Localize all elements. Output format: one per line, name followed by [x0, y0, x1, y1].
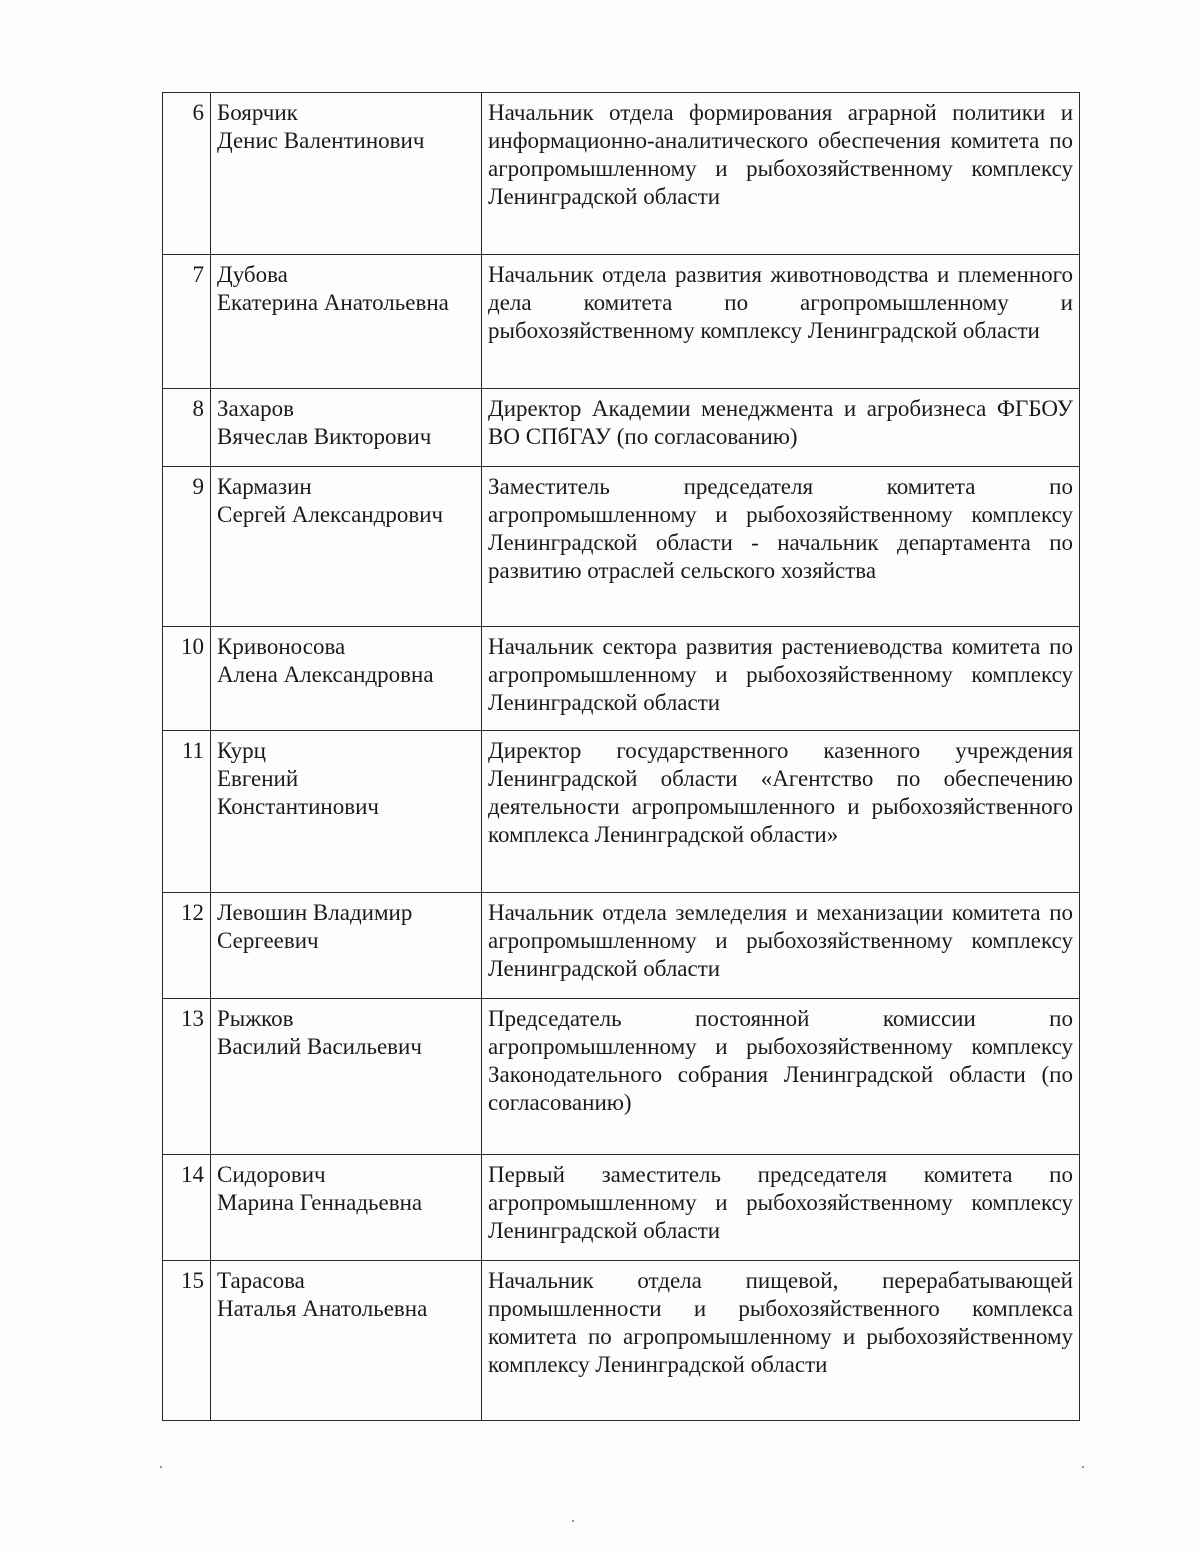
name-line: Кривоносова	[217, 634, 346, 659]
name-line: Курц	[217, 738, 266, 763]
scan-speck	[572, 1520, 574, 1522]
name-line: Екатерина Анатольевна	[217, 290, 449, 315]
table-row	[163, 731, 1080, 893]
table-row	[163, 389, 1080, 467]
table-row	[163, 255, 1080, 389]
member-position: Начальник сектора развития растениеводства комитета по агропромышленному и рыбохозяйственному комплексу Ленинградской области	[482, 627, 1080, 731]
table-row	[163, 627, 1080, 731]
table-row	[163, 893, 1080, 999]
row-number: 12	[163, 893, 211, 999]
row-number: 13	[163, 999, 211, 1155]
table-row	[163, 1261, 1080, 1421]
table-row	[163, 93, 1080, 255]
name-line: Василий Васильевич	[217, 1034, 422, 1059]
member-name	[211, 93, 482, 255]
member-position: Директор государственного казенного учреждения Ленинградской области «Агентство по обеспечению деятельности агропромышленного и рыбохозяйственного комплекса Ленинградской области»	[482, 731, 1080, 893]
name-line: Денис Валентинович	[217, 128, 425, 153]
table-row	[163, 1155, 1080, 1261]
member-position: Начальник отдела развития животноводства и племенного дела комитета по агропромышленному и рыбохозяйственному комплексу Ленинградской области	[482, 255, 1080, 389]
name-line: Марина Геннадьевна	[217, 1190, 423, 1215]
member-name	[211, 893, 482, 999]
member-name	[211, 999, 482, 1155]
name-line: Дубова	[217, 262, 288, 287]
name-line: Сергеевич	[217, 928, 319, 953]
row-number: 14	[163, 1155, 211, 1261]
member-position: Первый заместитель председателя комитета по агропромышленному и рыбохозяйственному комплексу Ленинградской области	[482, 1155, 1080, 1261]
name-line: Сидорович	[217, 1162, 326, 1187]
scan-speck	[1082, 1466, 1084, 1468]
name-line: Захаров	[217, 396, 294, 421]
member-position: Директор Академии менеджмента и агробизнеса ФГБОУ ВО СПбГАУ (по согласованию)	[482, 389, 1080, 467]
member-name	[211, 1155, 482, 1261]
member-name	[211, 389, 482, 467]
name-line: Левошин Владимир	[217, 900, 413, 925]
name-line: Наталья Анатольевна	[217, 1296, 428, 1321]
name-line: Боярчик	[217, 100, 298, 125]
row-number: 8	[163, 389, 211, 467]
member-position: Начальник отдела земледелия и механизации комитета по агропромышленному и рыбохозяйственному комплексу Ленинградской области	[482, 893, 1080, 999]
member-position: Начальник отдела формирования аграрной политики и информационно-аналитического обеспечения комитета по агропромышленному и рыбохозяйственному комплексу Ленинградской области	[482, 93, 1080, 255]
name-line: Рыжков	[217, 1006, 294, 1031]
table-row	[163, 999, 1080, 1155]
member-position: Председатель постоянной комиссии по агропромышленному и рыбохозяйственному комплексу Законодательного собрания Ленинградской области (по согласованию)	[482, 999, 1080, 1155]
row-number: 15	[163, 1261, 211, 1421]
member-position: Заместитель председателя комитета по агропромышленному и рыбохозяйственному комплексу Ленинградской области - начальник департамента по развитию отраслей сельского хозяйства	[482, 467, 1080, 627]
member-name	[211, 1261, 482, 1421]
member-name	[211, 467, 482, 627]
name-line: Сергей Александрович	[217, 502, 444, 527]
members-table	[162, 92, 1080, 1421]
row-number: 11	[163, 731, 211, 893]
row-number: 6	[163, 93, 211, 255]
member-position: Начальник отдела пищевой, перерабатывающей промышленности и рыбохозяйственного комплекса комитета по агропромышленному и рыбохозяйственному комплексу Ленинградской области	[482, 1261, 1080, 1421]
table-row	[163, 467, 1080, 627]
name-line: Алена Александровна	[217, 662, 434, 687]
member-name	[211, 627, 482, 731]
name-line: Евгений	[217, 766, 299, 791]
name-line: Тарасова	[217, 1268, 305, 1293]
member-name	[211, 255, 482, 389]
row-number: 10	[163, 627, 211, 731]
name-line: Константинович	[217, 794, 379, 819]
row-number: 7	[163, 255, 211, 389]
member-name	[211, 731, 482, 893]
row-number: 9	[163, 467, 211, 627]
scan-speck	[160, 1466, 162, 1468]
name-line: Вячеслав Викторович	[217, 424, 432, 449]
name-line: Кармазин	[217, 474, 312, 499]
